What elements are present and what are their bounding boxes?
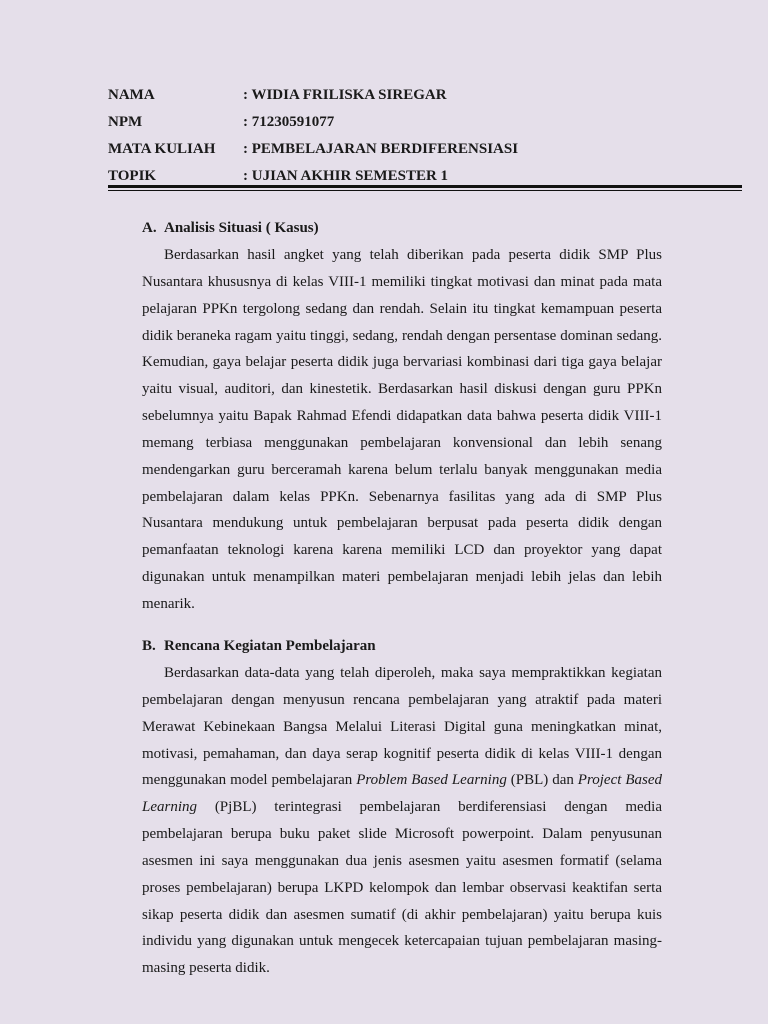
- paragraph-text: (PjBL) terintegrasi pembelajaran berdiferensiasi dengan media pembelajaran berupa buku paket slide Microsoft powerpoint. Dalam penyusunan asesmen ini saya menggunakan dua jenis asesmen yaitu asesmen formatif (selama proses pembelajaran) berupa LKPD kelompok dan lembar observasi keaktifan serta sikap peserta didik dan asesmen sumatif (di akhir pembelajaran) yaitu berupa kuis individu yang digunakan untuk mengecek ketercapaian tujuan pembelajaran masing-masing peserta didik.: [142, 799, 662, 977]
- header-row-mata-kuliah: [108, 138, 748, 165]
- header-label: NPM: [108, 114, 143, 130]
- paragraph-italic-term: Problem Based Learning: [356, 772, 507, 789]
- section-heading: [142, 636, 662, 656]
- header-value: : PEMBELAJARAN BERDIFERENSIASI: [243, 141, 519, 157]
- section-a: [142, 218, 662, 618]
- section-b: [142, 636, 662, 982]
- section-letter: B.: [142, 638, 156, 654]
- section-heading: [142, 218, 662, 238]
- header-label: NAMA: [108, 87, 155, 103]
- header-row-nama: [108, 84, 748, 111]
- identity-header: [108, 84, 748, 192]
- paragraph-text: (PBL) dan: [506, 772, 578, 789]
- section-letter: A.: [142, 220, 157, 236]
- header-value: : UJIAN AKHIR SEMESTER 1: [243, 168, 449, 184]
- header-divider-thick: [108, 185, 742, 188]
- header-row-npm: [108, 111, 748, 138]
- header-divider-thin: [108, 190, 742, 191]
- section-paragraph: Berdasarkan hasil angket yang telah diberikan pada peserta didik SMP Plus Nusantara khususnya di kelas VIII-1 memiliki tingkat motivasi dan minat pada mata pelajaran PPKn tergolong sedang dan rendah. Selain itu tingkat kemampuan peserta didik beraneka ragam yaitu tinggi, sedang, rendah dengan persentase dominan sedang. Kemudian, gaya belajar peserta didik juga bervariasi kombinasi dari tiga gaya belajar yaitu visual, auditori, dan kinestetik. Berdasarkan hasil diskusi dengan guru PPKn sebelumnya yaitu Bapak Rahmad Efendi didapatkan data bahwa peserta didik VIII-1 memang terbiasa menggunakan pembelajaran konvensional dan lebih senang mendengarkan guru berceramah karena belum terlalu banyak menggunakan media pembelajaran dalam kelas PPKn. Sebenarnya fasilitas yang ada di SMP Plus Nusantara mendukung untuk pembelajaran berpusat pada peserta didik dengan pemanfaatan teknologi karena karena memiliki LCD dan proyektor yang dapat digunakan untuk menampilkan materi pembelajaran menjadi lebih jelas dan lebih menarik.: [142, 247, 662, 612]
- section-title: Rencana Kegiatan Pembelajaran: [164, 638, 376, 654]
- paragraph-text: Berdasarkan data-data yang telah diperoleh, maka saya mempraktikkan kegiatan pembelajaran dengan menyusun rencana pembelajaran yang atraktif pada materi Merawat Kebinekaan Bangsa Melalui Literasi Digital guna meningkatkan minat, motivasi, pemahaman, dan daya serap kognitif peserta didik di kelas VIII-1 dengan menggunakan model pembelajaran: [142, 665, 662, 789]
- header-label: TOPIK: [108, 168, 157, 184]
- header-value: : WIDIA FRILISKA SIREGAR: [243, 87, 447, 103]
- header-label: MATA KULIAH: [108, 141, 216, 157]
- header-value: : 71230591077: [243, 114, 335, 130]
- paragraph-italic-term: Project Based Learning: [142, 772, 662, 816]
- section-title: Analisis Situasi ( Kasus): [164, 220, 319, 236]
- section-paragraph: [142, 660, 662, 982]
